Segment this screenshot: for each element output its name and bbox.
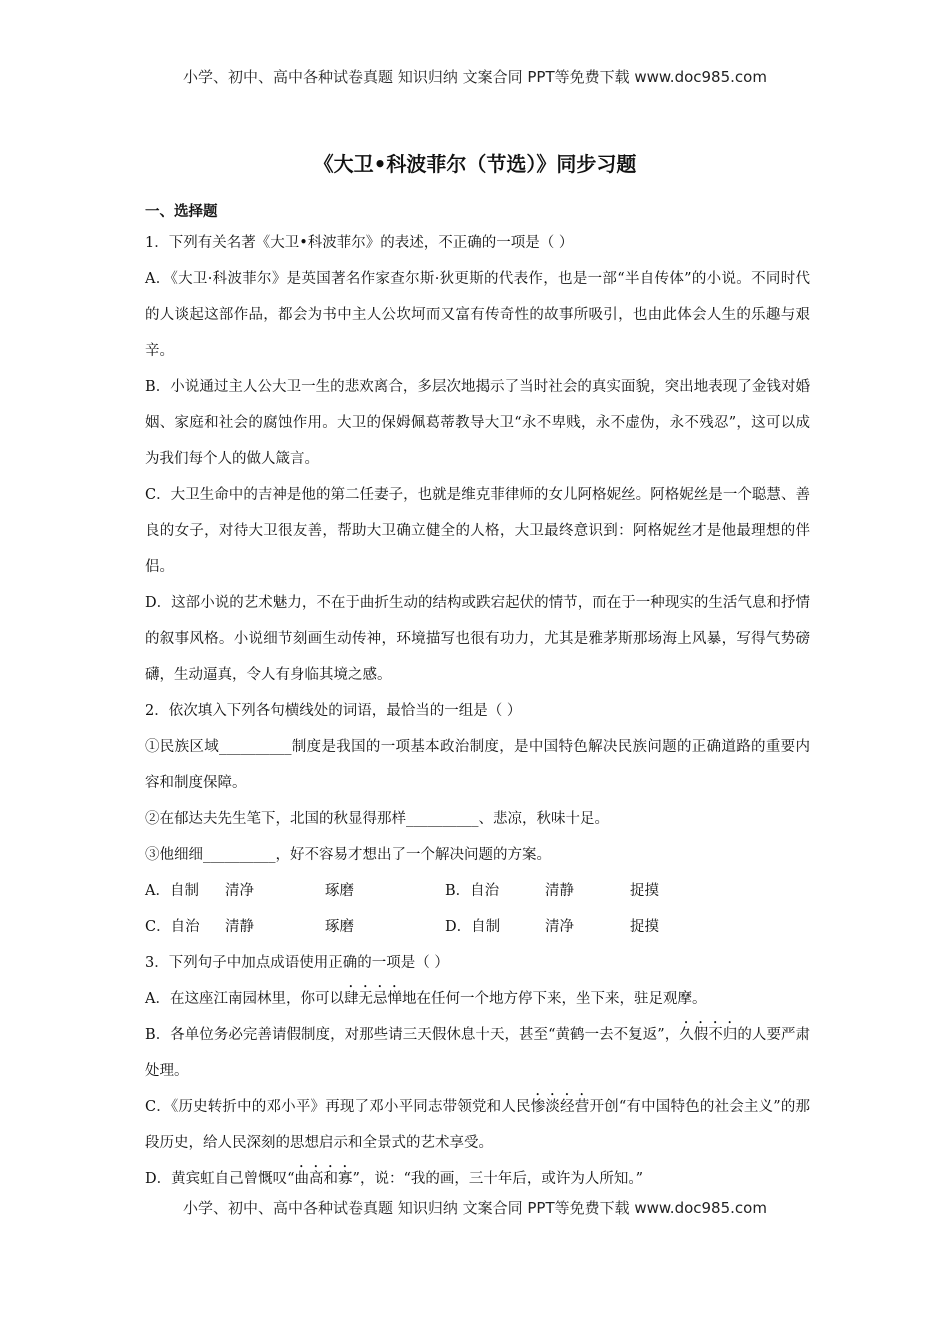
section-title: 一、选择题	[145, 204, 218, 220]
question-2-sentence-1: ①民族区域__________制度是我国的一项基本政治制度，是中国特色解决民族问题的正确道路的重要内容和制度保障。	[145, 739, 810, 791]
question-3-option-b	[145, 1017, 810, 1089]
option-word: 琢磨	[325, 919, 354, 935]
question-1-stem: 1．下列有关名著《大卫•科波菲尔》的表述，不正确的一项是（ ）	[145, 235, 574, 251]
text: 开创“有中国特色的社会主义”的那段历史，给人民深刻的思想启示和全景式的艺术享受。	[145, 1099, 811, 1151]
page-title: 《大卫•科波菲尔（节选）》同步习题	[313, 152, 637, 176]
dotted-idiom: 曲高和寡	[294, 1171, 353, 1187]
question-2-options-row-1	[145, 873, 810, 909]
question-3-option-a	[145, 981, 810, 1017]
option-label: C．自治	[145, 919, 200, 935]
text: ”，说：“我的画，三十年后，或许为人所知。”	[352, 1171, 644, 1187]
question-3-stem: 3．下列句子中加点成语使用正确的一项是（ ）	[145, 955, 449, 971]
footer-banner: 小学、初中、高中各种试卷真题 知识归纳 文案合同 PPT等免费下载 www.doc985.com	[183, 1199, 767, 1217]
question-1-option-d: D．这部小说的艺术魅力，不在于曲折生动的结构或跌宕起伏的情节，而在于一种现实的生活气息和抒情的叙事风格。小说细节刻画生动传神，环境描写也很有功力，尤其是雅茅斯那场海上风暴，写得气势磅礴，生动逼真，令人有身临其境之感。	[145, 595, 810, 683]
text: B．各单位务必完善请假制度，对那些请三天假休息十天，甚至“黄鹤一去不复返”，	[145, 1027, 680, 1043]
option-word: 清静	[545, 883, 574, 899]
question-1-option-c: C．大卫生命中的吉神是他的第二任妻子，也就是维克菲律师的女儿阿格妮丝。阿格妮丝是一个聪慧、善良的女子，对待大卫很友善，帮助大卫确立健全的人格，大卫最终意识到：阿格妮丝才是他最理想的伴侣。	[145, 487, 810, 575]
text: 地在任何一个地方停下来，坐下来，驻足观摩。	[401, 991, 707, 1007]
option-label: B．自治	[445, 883, 500, 899]
question-2-stem: 2．依次填入下列各句横线处的词语，最恰当的一组是（ ）	[145, 703, 522, 719]
option-word: 捉摸	[630, 883, 659, 899]
question-3-option-c	[145, 1089, 810, 1161]
header-banner: 小学、初中、高中各种试卷真题 知识归纳 文案合同 PPT等免费下载 www.doc985.com	[183, 68, 767, 86]
dotted-idiom: 惨淡经营	[530, 1099, 590, 1115]
question-2-sentence-3: ③他细细__________，好不容易才想出了一个解决问题的方案。	[145, 847, 551, 863]
question-1-option-b: B．小说通过主人公大卫一生的悲欢离合，多层次地揭示了当时社会的真实面貌，突出地表现了金钱对婚姻、家庭和社会的腐蚀作用。大卫的保姆佩葛蒂教导大卫“永不卑贱，永不虚伪，永不残忍”，这可以成为我们每个人的做人箴言。	[145, 379, 810, 467]
text: D．黄宾虹自己曾慨叹“	[145, 1171, 295, 1187]
option-word: 琢磨	[325, 883, 354, 899]
option-label: A．自制	[145, 883, 199, 899]
dotted-idiom: 久假不归	[679, 1027, 738, 1043]
text: 的人要严肃处理。	[145, 1027, 811, 1079]
option-word: 清净	[545, 919, 574, 935]
option-word: 清净	[225, 883, 254, 899]
option-word: 捉摸	[630, 919, 659, 935]
question-1-option-a: A．《大卫·科波菲尔》是英国著名作家查尔斯·狄更斯的代表作，也是一部“半自传体”的小说。不同时代的人谈起这部作品，都会为书中主人公坎坷而又富有传奇性的故事所吸引，也由此体会人生的乐趣与艰辛。	[145, 271, 810, 359]
dotted-idiom: 肆无忌惮	[343, 991, 402, 1007]
text: A．在这座江南园林里，你可以	[145, 991, 344, 1007]
option-label: D．自制	[445, 919, 501, 935]
question-3-option-d	[145, 1161, 810, 1197]
text: C．《历史转折中的邓小平》再现了邓小平同志带领党和人民	[145, 1099, 531, 1115]
exam-body	[145, 225, 810, 1197]
question-2-sentence-2: ②在郁达夫先生笔下，北国的秋显得那样__________、悲凉，秋味十足。	[145, 811, 609, 827]
option-word: 清静	[225, 919, 254, 935]
question-2-options-row-2	[145, 909, 810, 945]
